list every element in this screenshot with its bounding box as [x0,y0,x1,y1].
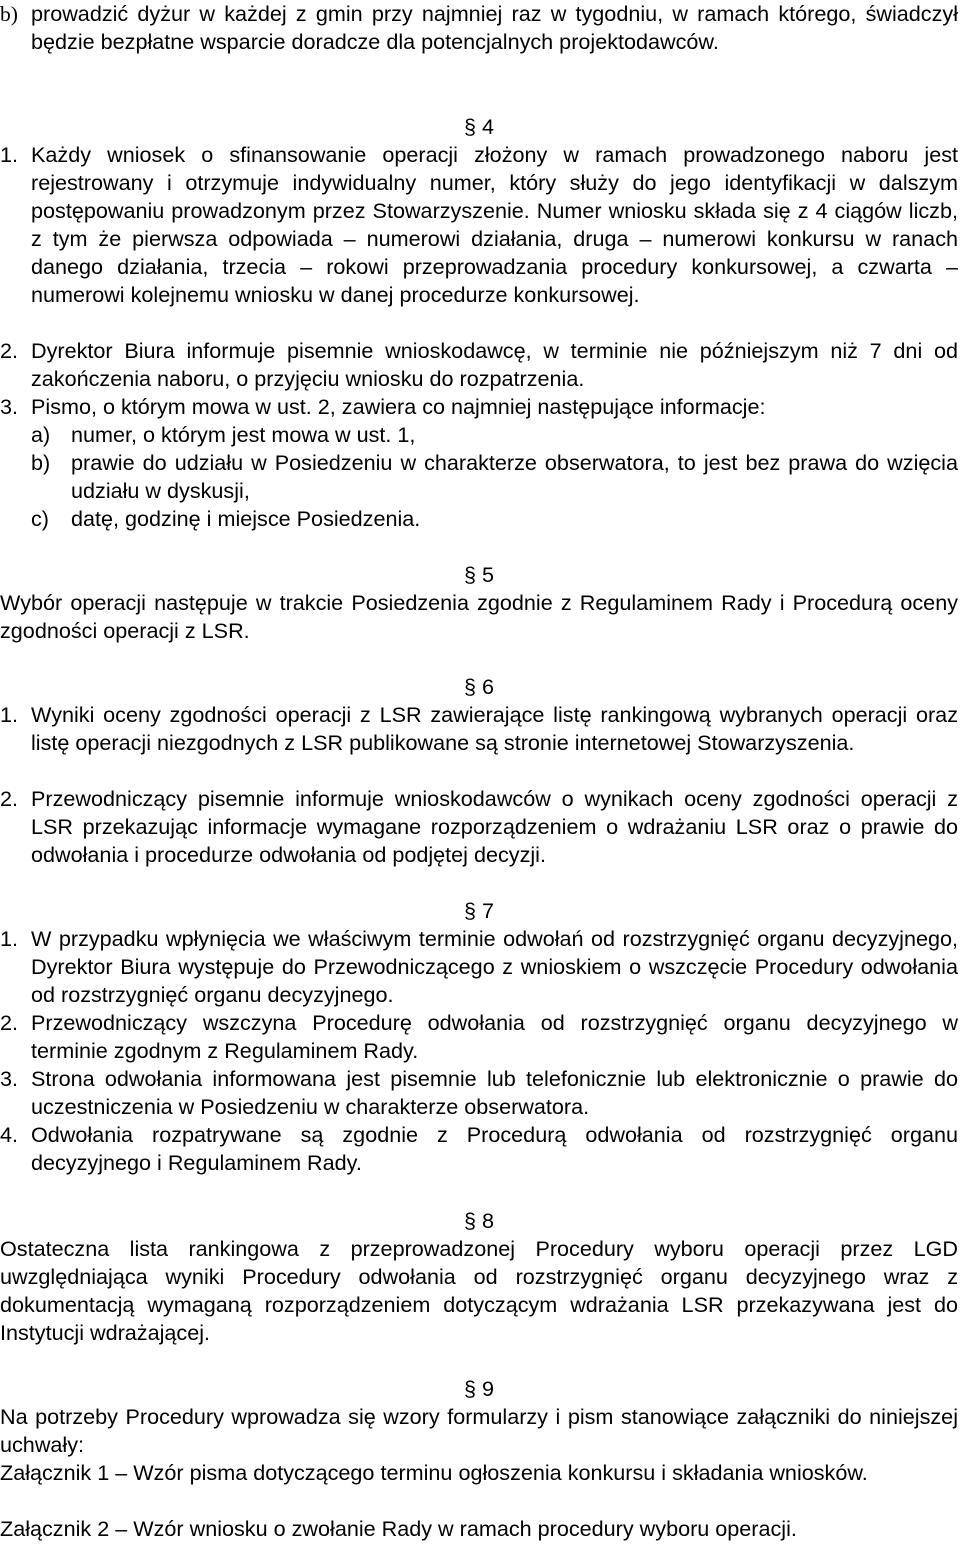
section9-text: Na potrzeby Procedury wprowadza się wzory formularzy i pism stanowiące załączniki do niniejszej uchwały: [0,1404,958,1457]
section-heading-5: § 5 [463,562,495,587]
section-heading-4: § 4 [463,114,495,139]
section-heading-6: § 6 [463,674,495,699]
section-heading-9: § 9 [463,1376,495,1401]
section7-item-3: 3. Strona odwołania informowana jest pisemnie lub telefonicznie lub elektronicznie o prawie do uczestniczenia w Posiedzeniu w charakterze obserwatora. [0,1066,958,1119]
section4-subitem-a: a) numer, o którym jest mowa w ust. 1, [31,422,416,447]
section4-subitem-b: b) prawie do udziału w Posiedzeniu w charakterze obserwatora, to jest bez prawa do wzięcia udziału w dyskusji, [31,450,958,503]
section4-item-3: 3. Pismo, o którym mowa w ust. 2, zawiera co najmniej następujące informacje: [0,394,766,419]
section6-item-1: 1. Wyniki oceny zgodności operacji z LSR zawierające listę rankingową wybranych operacji oraz listę operacji niezgodnych z LSR publikowane są stronie internetowej Stowarzyszenia. [0,702,958,755]
section7-item-1: 1. W przypadku wpłynięcia we właściwym terminie odwołań od rozstrzygnięć organu decyzyjnego, Dyrektor Biura występuje do Przewodniczącego z wnioskiem o wszczęcie Procedury odwołania od rozstrzygnięć organu decyzyjnego. [0,926,958,1007]
section7-item-2: 2. Przewodniczący wszczyna Procedurę odwołania od rozstrzygnięć organu decyzyjnego w terminie zgodnym z Regulaminem Rady. [0,1010,958,1063]
section9-attachment-1: Załącznik 1 – Wzór pisma dotyczącego terminu ogłoszenia konkursu i składania wniosków. [0,1460,868,1485]
section4-item-2: 2. Dyrektor Biura informuje pisemnie wnioskodawcę, w terminie nie późniejszym niż 7 dni od zakończenia naboru, o przyjęciu wniosku do rozpatrzenia. [0,338,958,391]
top-list-item [0,0,958,56]
section8-text: Ostateczna lista rankingowa z przeprowadzonej Procedury wyboru operacji przez LGD uwzględniająca wyniki Procedury odwołania od rozstrzygnięć organu decyzyjnego wraz z dokumentacją wymaganą rozporządzeniem dotyczącym wdrażania LSR przekazywana jest do Instytucji wdrażającej. [0,1236,958,1345]
section-heading-7: § 7 [463,898,495,923]
section5-text: Wybór operacji następuje w trakcie Posiedzenia zgodnie z Regulaminem Rady i Procedurą oceny zgodności operacji z LSR. [0,590,958,643]
list-item-text: prowadzić dyżur w każdej z gmin przy najmniej raz w tygodniu, w ramach którego, świadczył będzie bezpłatne wsparcie doradcze dla potencjalnych projektodawców. [31,1,958,54]
section4-item-1: 1. Każdy wniosek o sfinansowanie operacji złożony w ramach prowadzonego naboru jest rejestrowany i otrzymuje indywidualny numer, który służy do jego identyfikacji w dalszym postępowaniu prowadzonym przez Stowarzyszenie. Numer wniosku składa się z 4 ciągów liczb, z tym że pierwsza odpowiada – numerowi działania, druga – numerowi konkursu w ranach danego działania, trzecia – rokowi przeprowadzania procedury konkursowej, a czwarta – numerowi kolejnemu wniosku w danej procedurze konkursowej. [0,142,958,307]
section9-attachment-2: Załącznik 2 – Wzór wniosku o zwołanie Rady w ramach procedury wyboru operacji. [0,1516,797,1541]
list-marker: b) [0,2,18,26]
section-heading-8: § 8 [463,1208,495,1233]
section6-item-2: 2. Przewodniczący pisemnie informuje wnioskodawców o wynikach oceny zgodności operacji z LSR przekazując informacje wymagane rozporządzeniem o wdrażaniu LSR oraz o prawie do odwołania i procedurze odwołania od podjętej decyzji. [0,786,958,867]
section4-subitem-c: c) datę, godzinę i miejsce Posiedzenia. [31,506,421,531]
section7-item-4: 4. Odwołania rozpatrywane są zgodnie z Procedurą odwołania od rozstrzygnięć organu decyzyjnego i Regulaminem Rady. [0,1122,958,1175]
